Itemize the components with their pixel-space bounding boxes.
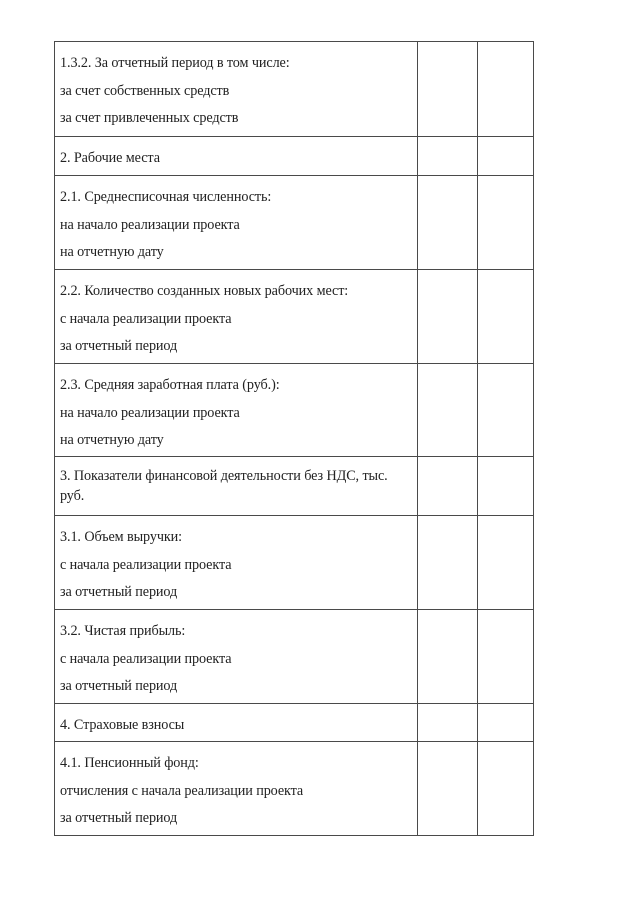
value-cell	[418, 457, 478, 516]
indicator-cell	[55, 137, 418, 176]
row-subline: за отчетный период	[60, 678, 178, 694]
row-subline: за счет собственных средств	[60, 82, 230, 99]
row-subline: с начала реализации проекта	[60, 650, 232, 667]
row-subline: на отчетную дату	[60, 432, 164, 448]
row-subline: за отчетный период	[60, 338, 178, 354]
row-heading: 2. Рабочие места	[60, 150, 160, 166]
table-row	[55, 137, 534, 176]
row-subline: за счет привлеченных средств	[60, 110, 239, 126]
value-cell	[478, 704, 534, 742]
value-cell	[418, 742, 478, 836]
row-heading: 2.1. Среднесписочная численность:	[60, 189, 272, 205]
indicator-cell	[55, 270, 418, 364]
table-row	[55, 742, 534, 836]
row-subline: с начала реализации проекта	[60, 310, 232, 327]
row-heading: 4.1. Пенсионный фонд:	[60, 755, 199, 771]
row-heading: 4. Страховые взносы	[60, 717, 185, 733]
indicator-cell	[55, 42, 418, 137]
value-cell	[478, 516, 534, 610]
value-cell	[478, 457, 534, 516]
indicator-cell	[55, 742, 418, 836]
row-heading: 2.3. Средняя заработная плата (руб.):	[60, 377, 280, 393]
row-subline: за отчетный период	[60, 810, 178, 826]
table-row	[55, 704, 534, 742]
indicator-cell	[55, 704, 418, 742]
value-cell	[478, 137, 534, 176]
row-heading: 3.1. Объем выручки:	[60, 529, 182, 545]
row-subline: на начало реализации проекта	[60, 216, 240, 233]
value-cell	[478, 364, 534, 457]
row-subline: отчисления с начала реализации проекта	[60, 782, 304, 799]
indicator-cell	[55, 610, 418, 704]
value-cell	[478, 742, 534, 836]
value-cell	[418, 364, 478, 457]
row-heading: 3.2. Чистая прибыль:	[60, 623, 186, 639]
value-cell	[418, 516, 478, 610]
row-subline: на начало реализации проекта	[60, 404, 240, 421]
table-row	[55, 42, 534, 137]
row-subline: с начала реализации проекта	[60, 556, 232, 573]
table-row	[55, 457, 534, 516]
row-subline: на отчетную дату	[60, 244, 164, 260]
value-cell	[418, 610, 478, 704]
value-cell	[418, 176, 478, 270]
value-cell	[418, 137, 478, 176]
indicator-cell	[55, 364, 418, 457]
indicator-cell	[55, 457, 418, 516]
value-cell	[478, 270, 534, 364]
row-subline: за отчетный период	[60, 584, 178, 600]
row-heading: 3. Показатели финансовой деятельности без НДС, тыс. руб.	[60, 468, 388, 504]
indicator-cell	[55, 516, 418, 610]
value-cell	[478, 610, 534, 704]
value-cell	[418, 42, 478, 137]
report-table	[54, 41, 534, 836]
row-heading: 2.2. Количество созданных новых рабочих мест:	[60, 283, 349, 299]
value-cell	[478, 42, 534, 137]
table-row	[55, 610, 534, 704]
value-cell	[418, 704, 478, 742]
row-heading: 1.3.2. За отчетный период в том числе:	[60, 55, 290, 71]
table-row	[55, 516, 534, 610]
indicator-cell	[55, 176, 418, 270]
table-row	[55, 270, 534, 364]
table-row	[55, 364, 534, 457]
value-cell	[418, 270, 478, 364]
table-row	[55, 176, 534, 270]
value-cell	[478, 176, 534, 270]
